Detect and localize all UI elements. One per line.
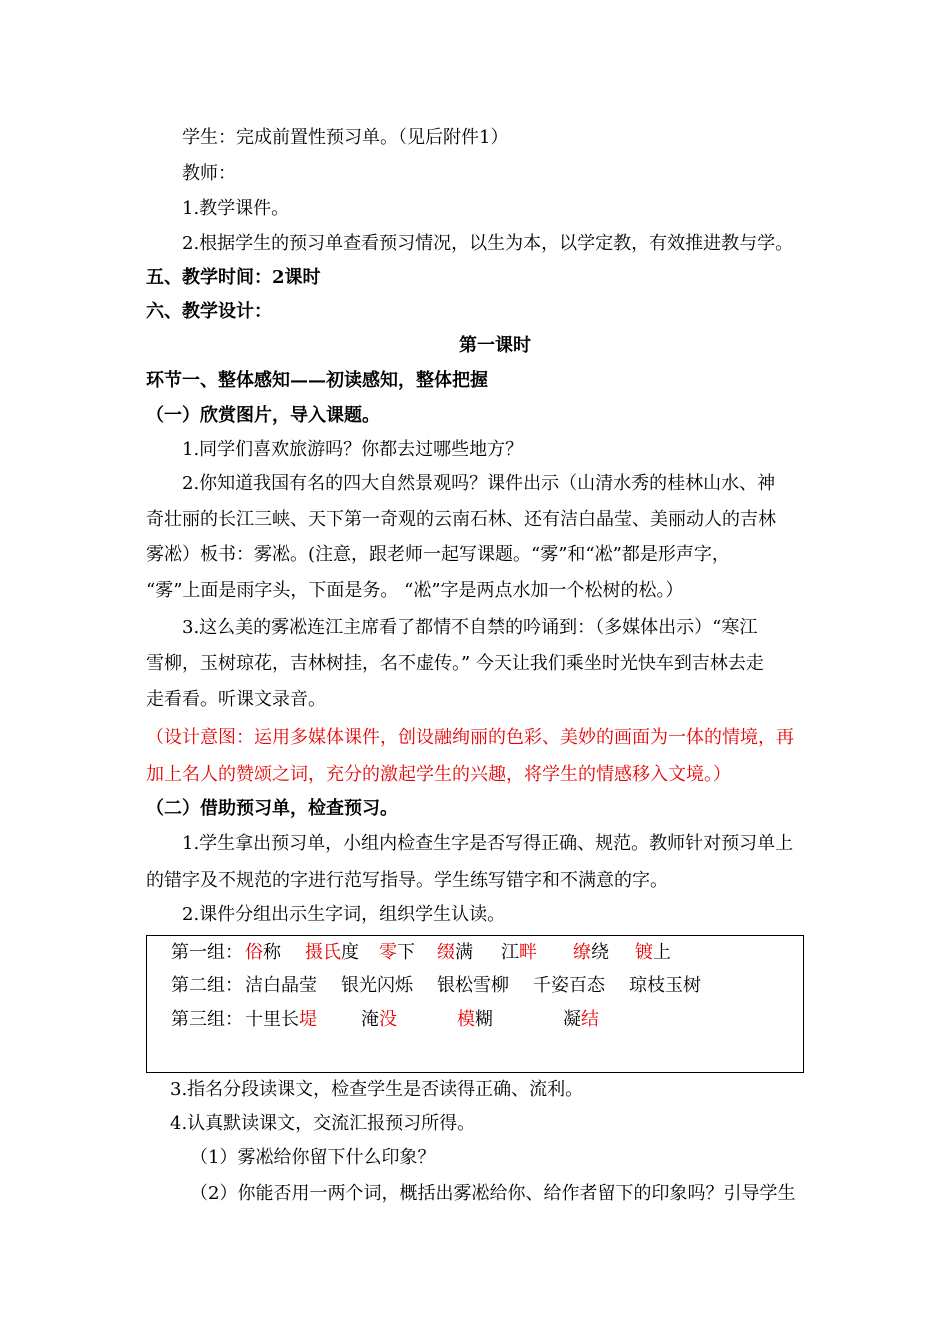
part-1-heading: （一）欣赏图片，导入课题。 bbox=[146, 405, 380, 426]
section-teaching-design: 六、教学设计： bbox=[146, 301, 272, 322]
word-group-2-word: 千姿百态 bbox=[533, 975, 605, 996]
part-2-step-4-item-1: （1）雾凇给你留下什么印象？ bbox=[190, 1147, 436, 1168]
part-1-question-2-line-3: 雾凇）板书：雾凇。(注意，跟老师一起写课题。“雾”和“凇”都是形声字， bbox=[146, 544, 730, 565]
word-group-1-label: 第一组： bbox=[171, 942, 243, 963]
part-1-question-3-line-2: 雪柳，玉树琼花，吉林树挂，名不虚传。” 今天让我们乘坐时光快车到吉林去走 bbox=[146, 653, 764, 674]
part-1-question-2-line-2: 奇壮丽的长江三峡、天下第一奇观的云南石林、还有洁白晶莹、美丽动人的吉林 bbox=[146, 509, 776, 530]
design-intent-line-2: 加上名人的赞颂之词，充分的激起学生的兴趣，将学生的情感移入文境。） bbox=[146, 764, 731, 785]
word-group-2-word: 琼枝玉树 bbox=[629, 975, 701, 996]
word-group-2-word: 银光闪烁 bbox=[341, 975, 413, 996]
word-group-1-word-2: 摄氏度 bbox=[305, 942, 359, 963]
part-2-step-3: 3.指名分段读课文，检查学生是否读得正确、流利。 bbox=[170, 1079, 584, 1100]
section-teaching-time: 五、教学时间：2课时 bbox=[146, 267, 321, 288]
word-groups-box bbox=[146, 935, 804, 1073]
word-group-1-word-4: 缀满 bbox=[437, 942, 473, 963]
design-intent-line-1: （设计意图：运用多媒体课件，创设融绚丽的色彩、美妙的画面为一体的情境，再 bbox=[146, 727, 794, 748]
word-group-3-word-3: 模糊 bbox=[457, 1009, 493, 1030]
word-group-1-word-5: 江畔 bbox=[501, 942, 537, 963]
word-group-1-word-7: 镀上 bbox=[635, 942, 671, 963]
word-group-1-word-3: 零下 bbox=[379, 942, 415, 963]
part-1-question-2-line-1: 2.你知道我国有名的四大自然景观吗？课件出示（山清水秀的桂林山水、神 bbox=[182, 473, 776, 494]
word-group-3-word-4: 凝结 bbox=[563, 1009, 599, 1030]
word-group-3-label: 第三组： bbox=[171, 1009, 243, 1030]
part-2-step-4-item-2: （2）你能否用一两个词，概括出雾凇给你、给作者留下的印象吗？引导学生 bbox=[190, 1183, 796, 1204]
word-group-1-word-6: 缭绕 bbox=[573, 942, 609, 963]
part-2-step-2: 2.课件分组出示生字词，组织学生认读。 bbox=[182, 904, 506, 925]
word-group-2-word: 银松雪柳 bbox=[437, 975, 509, 996]
part-2-step-1-line-2: 的错字及不规范的字进行范写指导。学生练写错字和不满意的字。 bbox=[146, 870, 668, 891]
part-1-question-3-line-1: 3.这么美的雾凇连江主席看了都情不自禁的吟诵到：（多媒体出示）“寒江 bbox=[182, 617, 758, 638]
part-1-question-3-line-3: 走看看。听课文录音。 bbox=[146, 689, 326, 710]
prep-item-1: 1.教学课件。 bbox=[182, 198, 290, 219]
word-group-2-word: 洁白晶莹 bbox=[245, 975, 317, 996]
part-2-heading: （二）借助预习单，检查预习。 bbox=[146, 798, 398, 819]
stage-1-heading: 环节一、整体感知——初读感知，整体把握 bbox=[146, 370, 488, 391]
prep-item-2: 2.根据学生的预习单查看预习情况，以生为本，以学定教，有效推进教与学。 bbox=[182, 233, 794, 254]
word-group-3-word-2: 淹没 bbox=[361, 1009, 397, 1030]
word-group-3-word-1: 十里长堤 bbox=[245, 1009, 317, 1030]
part-1-question-1: 1.同学们喜欢旅游吗？你都去过哪些地方？ bbox=[182, 439, 524, 460]
part-2-step-4: 4.认真默读课文，交流汇报预习所得。 bbox=[170, 1113, 476, 1134]
prep-student: 学生：完成前置性预习单。（见后附件1） bbox=[182, 127, 509, 148]
prep-teacher: 教师： bbox=[182, 163, 236, 184]
lesson-title: 第一课时 bbox=[459, 335, 531, 356]
part-2-step-1-line-1: 1.学生拿出预习单，小组内检查生字是否写得正确、规范。教师针对预习单上 bbox=[182, 833, 794, 854]
word-group-2-label: 第二组： bbox=[171, 975, 243, 996]
word-group-1-word-1: 俗称 bbox=[245, 942, 281, 963]
part-1-question-2-line-4: “雾”上面是雨字头，下面是务。 “凇”字是两点水加一个松树的松。） bbox=[146, 580, 684, 601]
